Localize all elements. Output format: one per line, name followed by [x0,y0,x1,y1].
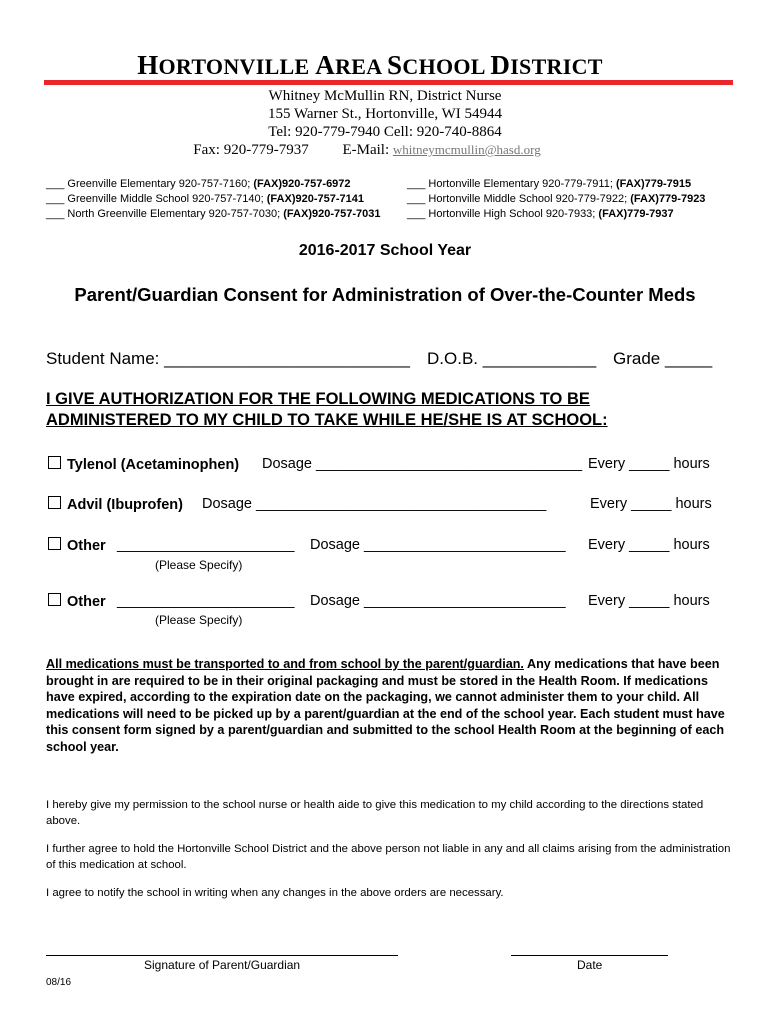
checkbox[interactable] [48,456,61,469]
fax-email [0,142,752,159]
phone-numbers: Tel: 920-779-7940 Cell: 920-740-8864 [268,124,502,140]
school-line: ___ Hortonville Elementary 920-779-7911; (FAX)779-7915 [407,178,692,190]
form-revision-code: 08/16 [46,977,72,988]
frequency-field[interactable]: Every _____ hours [588,456,710,472]
notify-paragraph: I agree to notify the school in writing when any changes in the above orders are necessary. [46,887,504,899]
school-line: ___ Hortonville High School 920-7933; (FAX)779-7937 [407,208,674,220]
other-medication-field[interactable]: ______________________ [117,537,295,553]
checkbox[interactable] [48,537,61,550]
frequency-field[interactable]: Every _____ hours [588,593,710,609]
dob-field[interactable]: D.O.B. ____________ [427,349,597,368]
medication-row [48,593,106,610]
date-line[interactable] [511,955,668,956]
dosage-field[interactable]: Dosage _________________________ [310,593,566,609]
red-divider [44,80,733,85]
permission-paragraph: I hereby give my permission to the school nurse or health aide to give this medication to my child according to the directions stated above. [46,799,704,827]
checkbox[interactable] [48,496,61,509]
date-label: Date [577,958,603,972]
notice-underlined: All medications must be transported to and from school by the parent/guardian. [46,657,524,671]
medication-name: Other [67,594,106,610]
authorization-line-2: ADMINISTERED TO MY CHILD TO TAKE WHILE HE/SHE IS AT SCHOOL: [46,411,608,429]
district-title: HORTONVILLE AREA SCHOOL DISTRICT [137,50,603,80]
address: 155 Warner St., Hortonville, WI 54944 [267,106,503,122]
medication-row [48,537,106,554]
email-link[interactable]: whitneymcmullin@hasd.org [392,142,541,157]
form-title: Parent/Guardian Consent for Administration of Over-the-Counter Meds [74,284,696,305]
dosage-field[interactable]: Dosage ____________________________________ [202,496,547,512]
liability-paragraph: I further agree to hold the Hortonville School District and the above person not liable in any and all claims arising from the administration of this medication at school. [46,843,731,871]
medication-name: Other [67,538,106,554]
school-year: 2016-2017 School Year [298,242,472,259]
school-line: ___ Hortonville Middle School 920-779-7922; (FAX)779-7923 [407,193,706,205]
signature-line[interactable] [46,955,398,956]
nurse-name: Whitney McMullin RN, District Nurse [268,88,502,104]
checkbox[interactable] [48,593,61,606]
frequency-field[interactable]: Every _____ hours [590,496,712,512]
notice-body: Any medications that have been brought in are required to be in their original packaging and must be stored in the Health Room. If medications have expired, according to the expiration date on the packaging, we cannot administer them to your child. All medications will need to be picked up by a parent/guardian at the end of the school year. Each student must have this consent form signed by a parent/guardian and submitted to the school Health Room at the beginning of each school year. [46,657,725,754]
student-name-field[interactable]: Student Name: __________________________ [46,349,410,368]
medication-notice [46,656,726,755]
authorization-line-1: I GIVE AUTHORIZATION FOR THE FOLLOWING MEDICATIONS TO BE [46,390,590,408]
school-line: ___ Greenville Elementary 920-757-7160; (FAX)920-757-6972 [46,178,351,190]
specify-hint: (Please Specify) [155,558,243,572]
frequency-field[interactable]: Every _____ hours [588,537,710,553]
specify-hint: (Please Specify) [155,613,243,627]
dosage-field[interactable]: Dosage _________________________ [310,537,566,553]
signature-label: Signature of Parent/Guardian [144,958,301,972]
medication-row [48,456,239,473]
email-label: E-Mail: [342,142,390,158]
dosage-field[interactable]: Dosage _________________________________ [262,456,583,472]
medication-row [48,496,183,513]
medication-name: Advil (Ibuprofen) [67,497,183,513]
other-medication-field[interactable]: ______________________ [117,593,295,609]
school-line: ___ Greenville Middle School 920-757-7140; (FAX)920-757-7141 [46,193,364,205]
grade-field[interactable]: Grade _____ [613,349,713,368]
school-line: ___ North Greenville Elementary 920-757-7030; (FAX)920-757-7031 [46,208,381,220]
fax-number: Fax: 920-779-7937 [193,142,309,158]
medication-name: Tylenol (Acetaminophen) [67,457,240,473]
